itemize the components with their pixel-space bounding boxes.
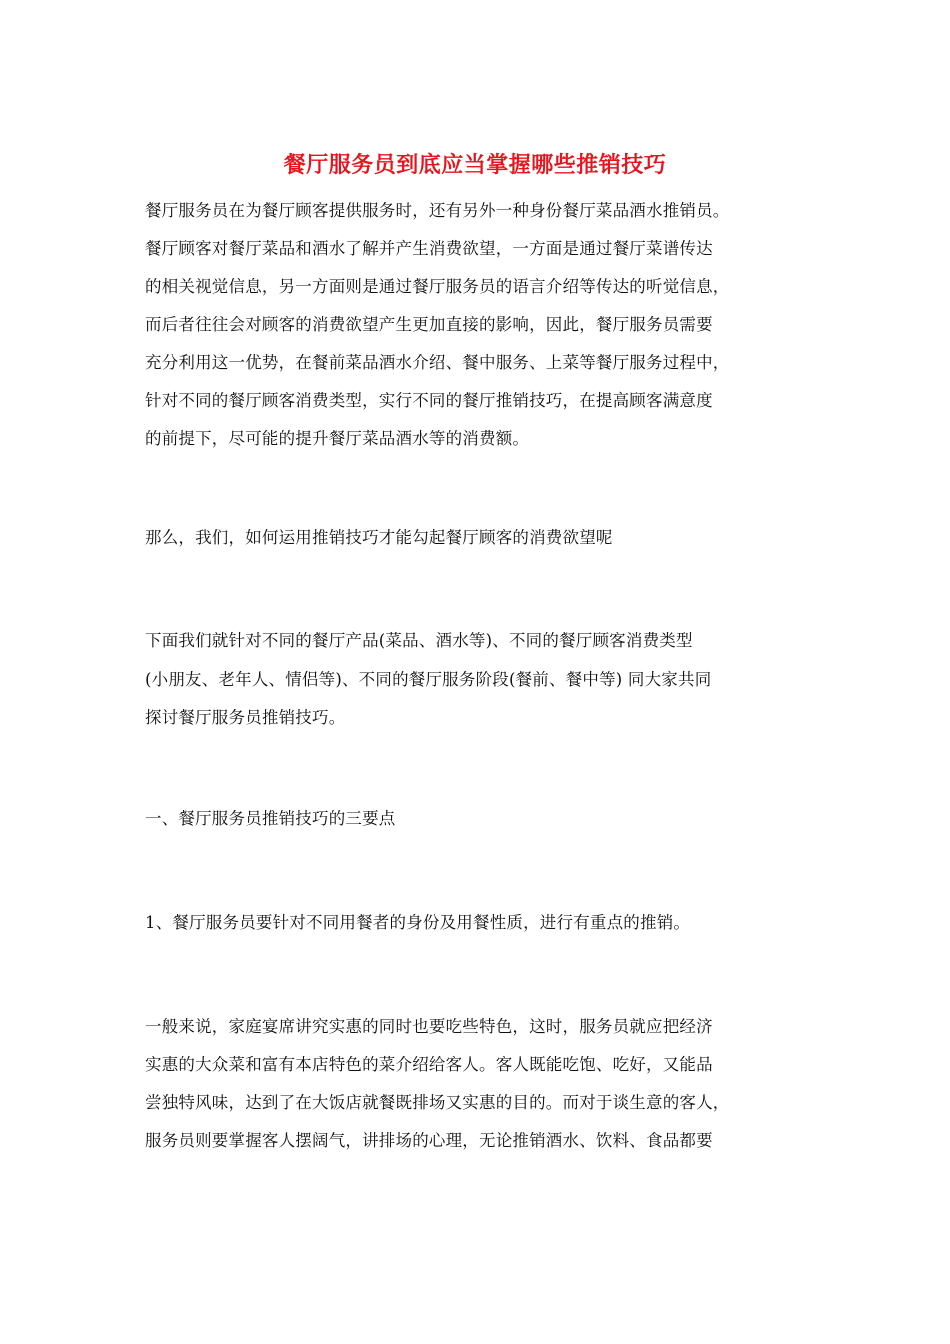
paragraph-line: 实惠的大众菜和富有本店特色的菜介绍给客人。客人既能吃饱、吃好，又能品 (145, 1055, 713, 1074)
paragraph-line: 一般来说，家庭宴席讲究实惠的同时也要吃些特色，这时，服务员就应把经济 (145, 1017, 713, 1036)
paragraph-line: 餐厅顾客对餐厅菜品和酒水了解并产生消费欲望，一方面是通过餐厅菜谱传达 (145, 239, 713, 258)
paragraph-line: 服务员则要掌握客人摆阔气，讲排场的心理，无论推销酒水、饮料、食品都要 (145, 1131, 713, 1150)
paragraph-line: 而后者往往会对顾客的消费欲望产生更加直接的影响，因此，餐厅服务员需要 (145, 315, 713, 334)
paragraph-line: 探讨餐厅服务员推销技巧。 (145, 708, 346, 727)
paragraph-line: 餐厅服务员在为餐厅顾客提供服务时，还有另外一种身份餐厅菜品酒水推销员。 (145, 201, 730, 220)
section-heading: 一、餐厅服务员推销技巧的三要点 (145, 809, 396, 828)
paragraph-line: 的前提下，尽可能的提升餐厅菜品酒水等的消费额。 (145, 429, 530, 448)
paragraph-line: 那么，我们，如何运用推销技巧才能勾起餐厅顾客的消费欲望呢 (145, 528, 613, 547)
paragraph-line: 针对不同的餐厅顾客消费类型，实行不同的餐厅推销技巧，在提高顾客满意度 (145, 391, 713, 410)
paragraph-line: 尝独特风味，达到了在大饭店就餐既排场又实惠的目的。而对于谈生意的客人， (145, 1093, 730, 1112)
paragraph-line: 1、餐厅服务员要针对不同用餐者的身份及用餐性质，进行有重点的推销。 (145, 913, 691, 932)
paragraph-line: (小朋友、老年人、情侣等)、不同的餐厅服务阶段(餐前、餐中等) 同大家共同 (145, 670, 712, 689)
paragraph-line: 充分利用这一优势，在餐前菜品酒水介绍、餐中服务、上菜等餐厅服务过程中， (145, 353, 730, 372)
paragraph-line: 的相关视觉信息，另一方面则是通过餐厅服务员的语言介绍等传达的听觉信息， (145, 277, 730, 296)
document-title: 餐厅服务员到底应当掌握哪些推销技巧 (283, 153, 667, 178)
paragraph-line: 下面我们就针对不同的餐厅产品(菜品、酒水等)、不同的餐厅顾客消费类型 (145, 631, 693, 650)
